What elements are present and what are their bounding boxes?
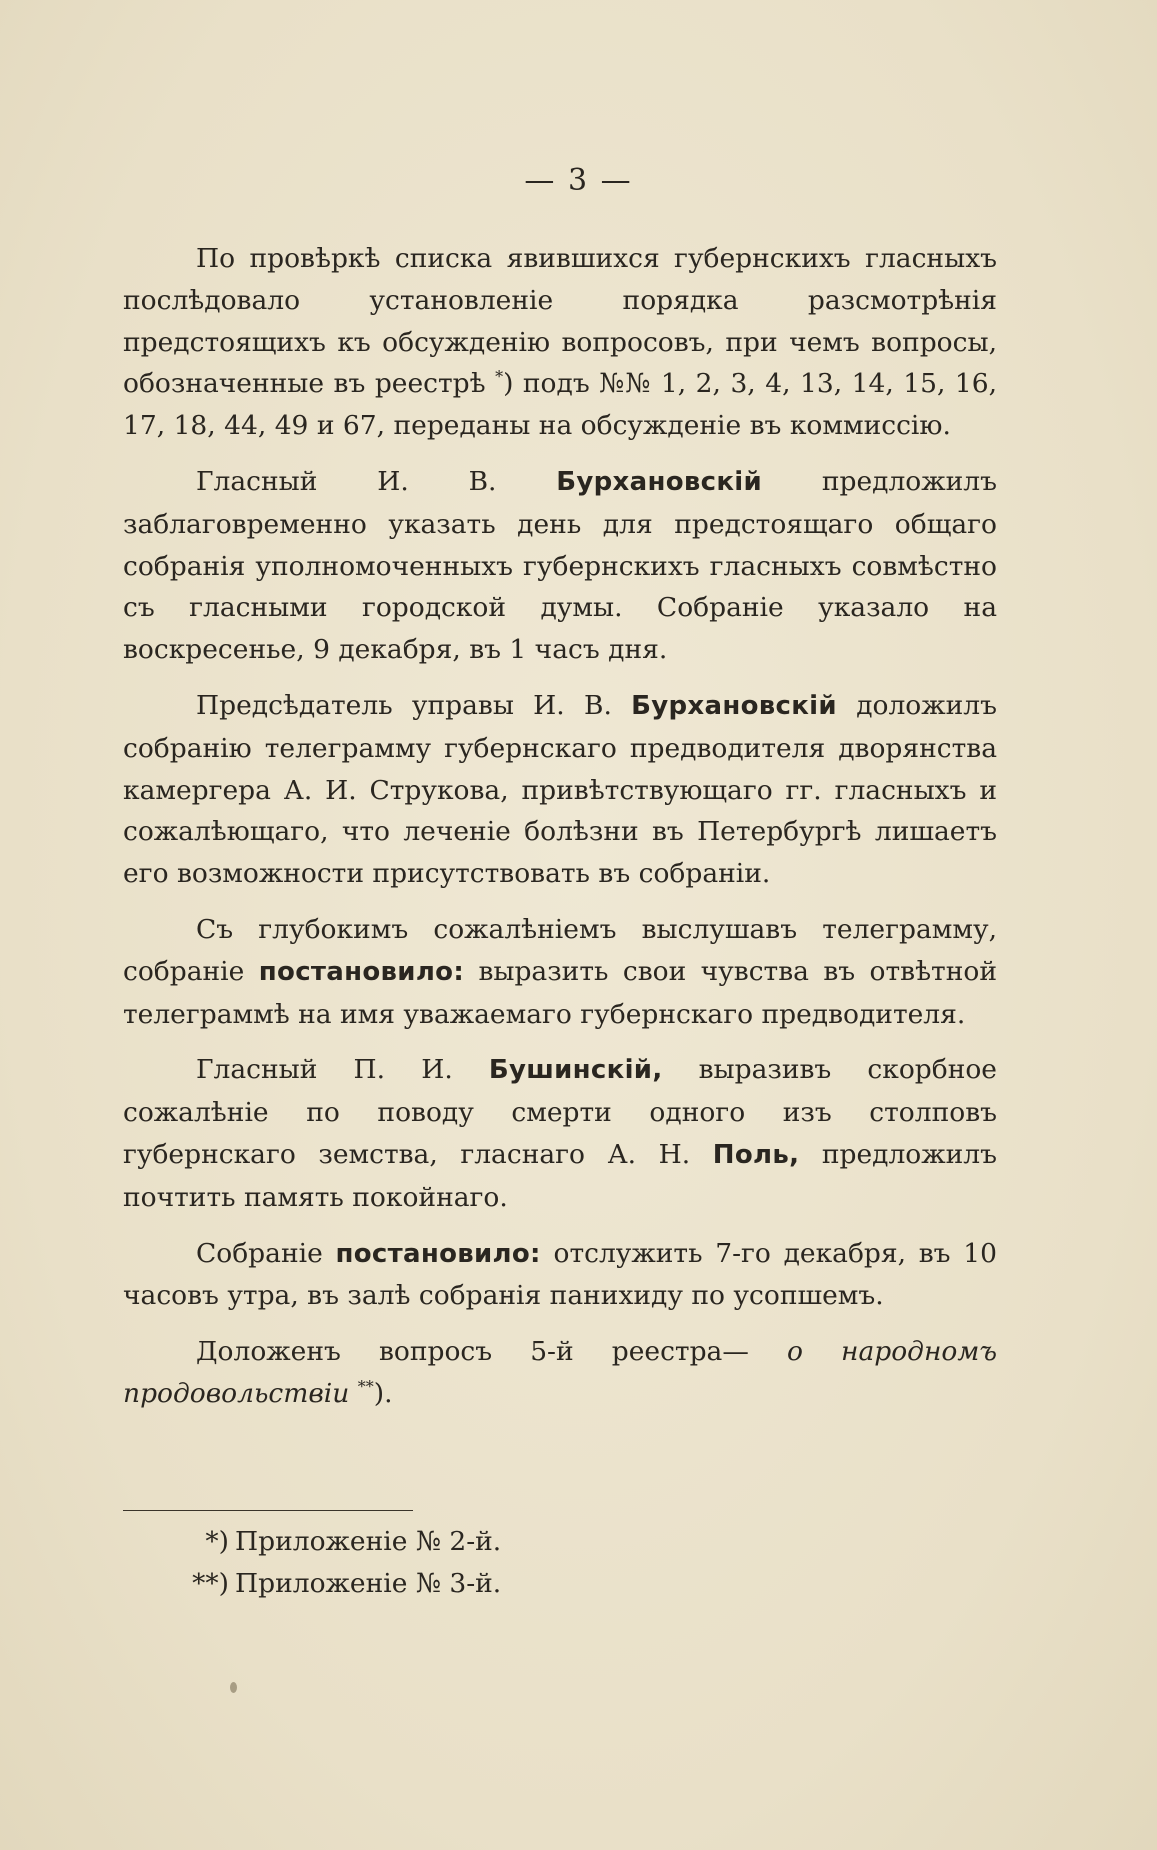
footnote-1 [123, 1521, 823, 1563]
text-run: предложилъ заблаговременно указать день для предстоящаго общаго собранія уполномоченныхъ губернскихъ гласныхъ совмѣстно съ гласными городской думы. Собраніе указало на воскресенье, 9 декабря, въ 1 часъ дня. [123, 465, 997, 666]
text-run: ) подъ №№ 1, 2, 3, 4, 13, 14, 15, 16, 17, 18, 44, 49 и 67, переданы на обсужденіе въ коммиссію. [123, 368, 997, 442]
text-run: Съ глубокимъ сожалѣніемъ выслушавъ телеграмму, собраніе [123, 913, 997, 987]
footnote-ref-2[interactable]: ** [357, 1377, 374, 1397]
paragraph-meeting-date [123, 461, 997, 671]
footnote-2 [123, 1563, 823, 1605]
text-run: Доложенъ вопросъ 5-й реестра— [196, 1336, 787, 1368]
text-run: доложилъ собранію телеграмму губернскаго предводителя дворянства камергера А. И. Струкова, привѣтствующаго гг. гласныхъ и сожалѣющаго, что леченіе болѣзни въ Петербургѣ лишаетъ его возможности присутствовать въ собраніи. [123, 689, 997, 890]
footnote-text: Приложеніе № 3-й. [235, 1568, 502, 1599]
paragraph-food-question [123, 1331, 997, 1415]
person-name: Бурхановскій [556, 466, 763, 497]
text-run: предложилъ почтить память покойнаго. [123, 1138, 997, 1213]
footnote-divider [123, 1510, 413, 1511]
paragraph-telegram [123, 685, 997, 895]
footnote-mark: **) [192, 1568, 229, 1599]
text-run: Предсѣдатель управы И. В. [196, 689, 632, 721]
resolution-keyword: постановило: [258, 956, 465, 987]
person-name: Поль, [712, 1139, 800, 1170]
text-run: По провѣркѣ списка явившихся губернскихъ гласныхъ послѣдовало установленіе порядка разсмотрѣнія предстоящихъ къ обсужденію вопросовъ, при чемъ вопросы, обозначенные въ реестрѣ [123, 243, 997, 400]
text-run: Гласный П. И. [196, 1054, 489, 1086]
paragraph-memorial-service [123, 1233, 997, 1318]
person-name: Бурхановскій [631, 690, 837, 721]
paragraph-roll-check [123, 238, 997, 447]
text-run [349, 1378, 357, 1409]
text-run: выразивъ скорбное сожалѣніе по поводу смерти одного изъ столповъ губернскаго земства, гласнаго А. Н. [123, 1054, 997, 1170]
footnote-ref-1[interactable]: * [495, 367, 504, 387]
paragraph-condolence [123, 1049, 997, 1218]
text-run: Собраніе [196, 1237, 336, 1269]
text-run: Гласный И. В. [196, 465, 557, 497]
question-title: о народномъ продовольствіи [123, 1336, 998, 1409]
footnote-text: Приложеніе № 2-й. [235, 1526, 502, 1557]
paragraph-resolution-reply [123, 909, 997, 1035]
resolution-keyword: постановило: [335, 1238, 541, 1269]
main-text [123, 238, 997, 1429]
footnote-mark: *) [205, 1526, 229, 1557]
footnotes [123, 1521, 823, 1605]
text-run: отслужить 7-го декабря, въ 10 часовъ утра, въ залѣ собранія панихиду по усопшемъ. [123, 1237, 997, 1312]
text-run: ). [373, 1377, 393, 1409]
person-name: Бушинскій, [488, 1055, 663, 1086]
text-run: выразить свои чувства въ отвѣтной телеграммѣ на имя уважаемаго губернскаго предводителя. [123, 955, 997, 1030]
ink-speck [230, 1682, 237, 1693]
page-number: — 3 — [524, 163, 633, 198]
